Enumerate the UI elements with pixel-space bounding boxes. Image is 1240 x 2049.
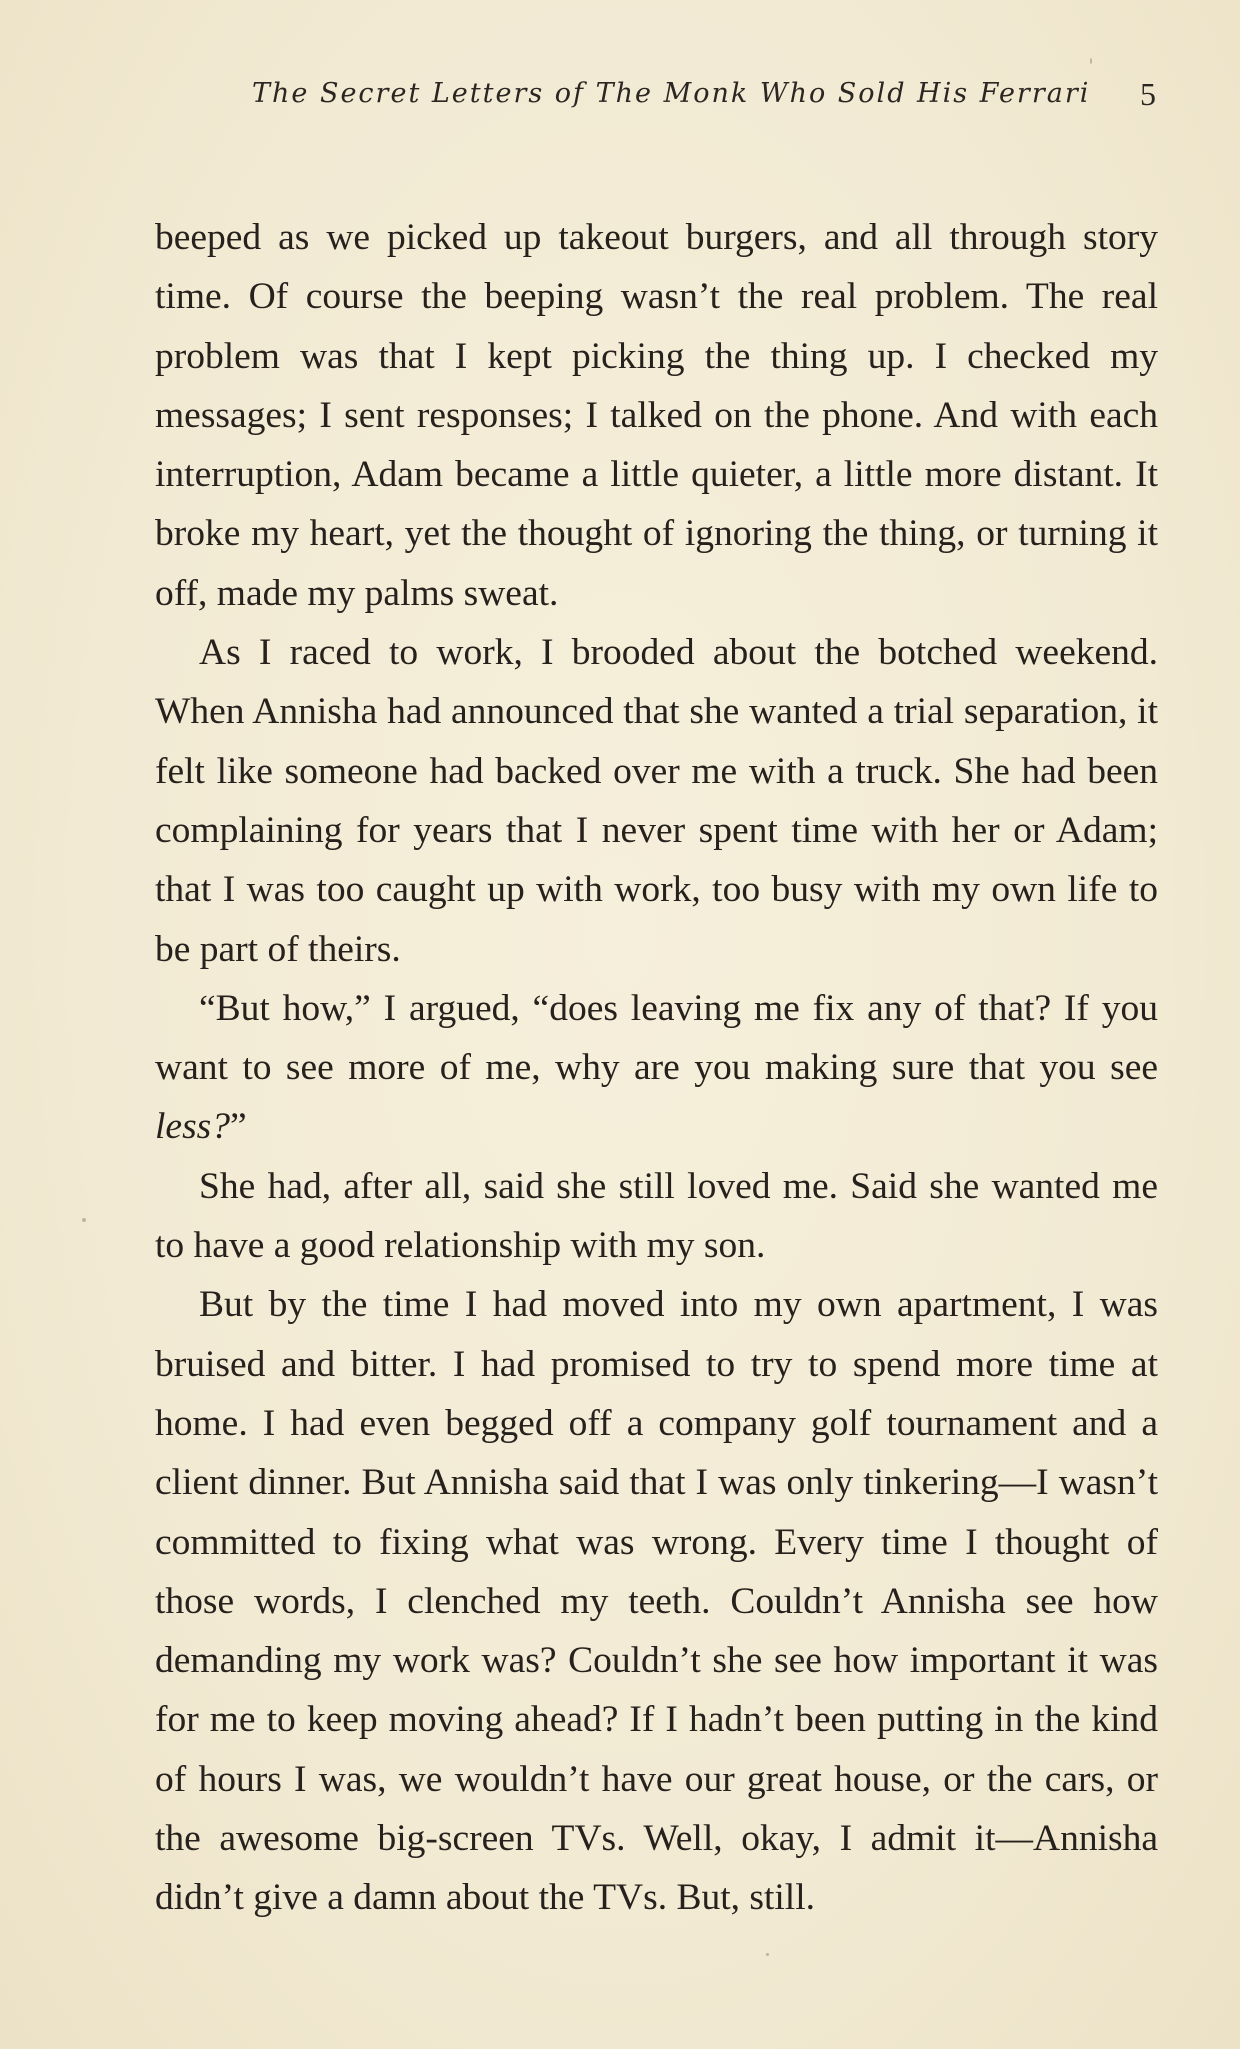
running-title: The Secret Letters of The Monk Who Sold His Ferrari — [252, 78, 1091, 109]
body-text — [155, 208, 1158, 1928]
paragraph-1: beeped as we picked up takeout burgers, and all through story time. Of course the beeping wasn’t the real problem. The real problem was that I kept picking the thing up. I checked my messages; I sent responses; I talked on the phone. And with each interruption, Adam became a little quieter, a little more distant. It broke my heart, yet the thought of ignoring the thing, or turning it off, made my palms sweat. — [155, 217, 1158, 614]
paragraph-3 — [155, 979, 1158, 1157]
page-number: 5 — [1140, 76, 1156, 112]
paper-speck — [766, 1953, 769, 1956]
running-head — [0, 78, 1240, 118]
paper-speck — [1090, 58, 1092, 64]
paragraph-2: As I raced to work, I brooded about the botched weekend. When Annisha had announced that she wanted a trial separation, it felt like someone had backed over me with a truck. She had been complaining for years that I never spent time with her or Adam; that I was too caught up with work, too busy with my own life to be part of theirs. — [155, 632, 1158, 970]
paragraph-4: She had, after all, said she still loved me. Said she wanted me to have a good relationship with my son. — [155, 1165, 1158, 1267]
paper-speck — [82, 1218, 86, 1222]
closing-quote: ” — [230, 1106, 247, 1148]
italic-emphasis: less? — [155, 1106, 230, 1148]
paragraph-3-text: “But how,” I argued, “does leaving me fix any of that? If you want to see more of me, why are you making sure that you see — [155, 987, 1158, 1089]
paragraph-5: But by the time I had moved into my own apartment, I was bruised and bitter. I had promised to try to spend more time at home. I had even begged off a company golf tournament and a client dinner. But Annisha said that I was only tinkering—I wasn’t committed to fixing what was wrong. Every time I thought of those words, I clenched my teeth. Couldn’t Annisha see how demanding my work was? Couldn’t she see how important it was for me to keep moving ahead? If I hadn’t been putting in the kind of hours I was, we wouldn’t have our great house, or the cars, or the awesome big-screen TVs. Well, okay, I admit it—Annisha didn’t give a damn about the TVs. But, still. — [155, 1284, 1158, 1919]
